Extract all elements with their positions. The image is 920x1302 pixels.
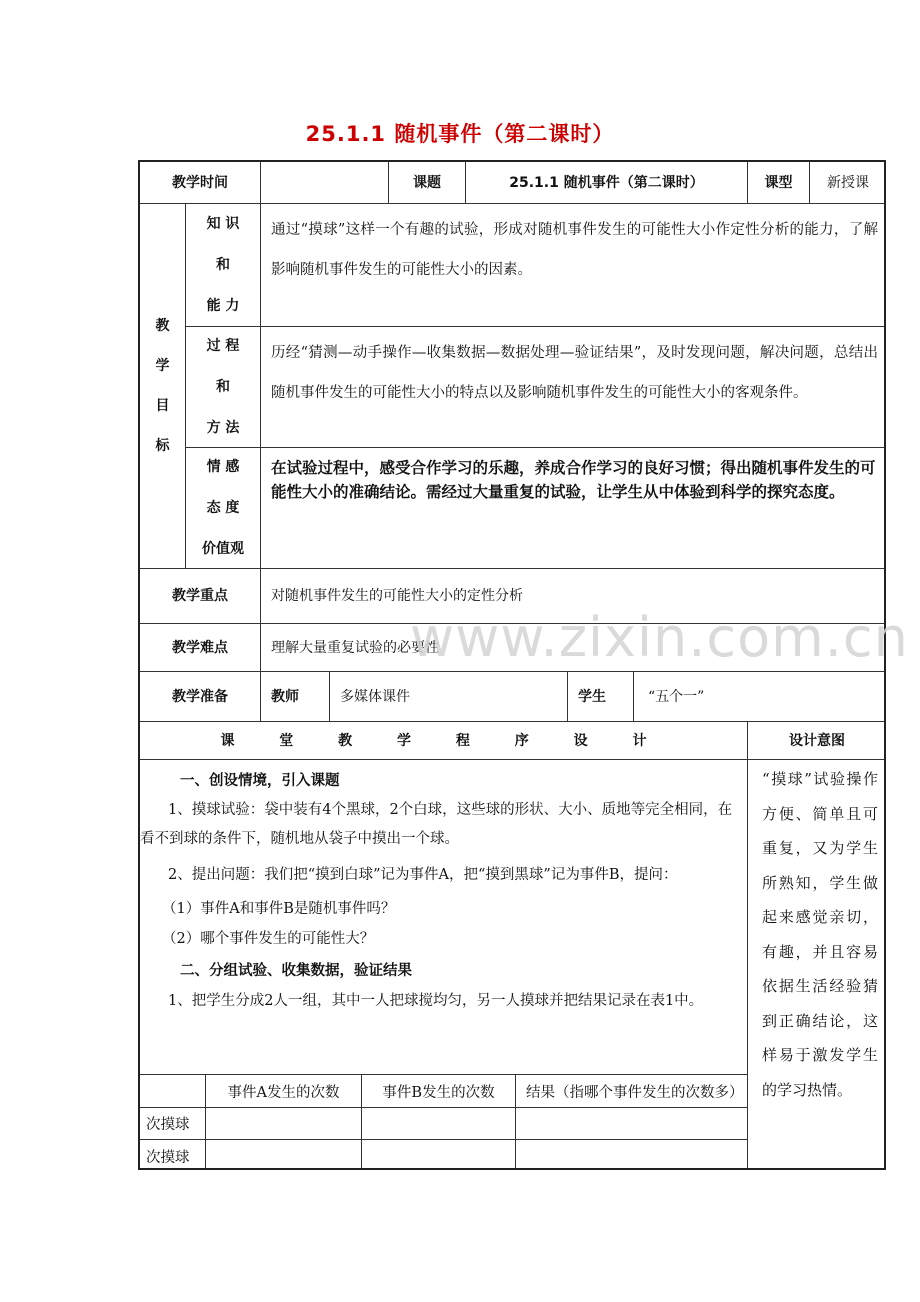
question-item: （1）事件A和事件B是随机事件吗？ <box>162 901 396 917</box>
record-cell <box>206 1108 362 1140</box>
section-heading: 二、分组试验、收集数据，验证结果 <box>180 963 412 979</box>
goals-label <box>140 204 186 569</box>
teacher-label: 教师 <box>261 672 330 722</box>
record-header-cell: 事件A发生的次数 <box>206 1074 362 1108</box>
time-value <box>261 162 389 204</box>
goals-label-char: 标 <box>155 438 170 454</box>
record-header-cell: 结果（指哪个事件发生的次数多） <box>516 1074 748 1108</box>
goal-label-attitude <box>186 448 261 569</box>
section-heading: 一、创设情境，引入课题 <box>180 773 340 789</box>
topic-value: 25.1.1 随机事件（第二课时） <box>466 162 748 204</box>
intent-body <box>748 760 886 1170</box>
difficulty-text: 理解大量重复试验的必要性 <box>261 624 886 672</box>
record-header-cell: 事件B发生的次数 <box>362 1074 516 1108</box>
goal-label-knowledge <box>186 204 261 327</box>
page-title: 25.1.1 随机事件（第二课时） <box>305 122 615 146</box>
record-cell <box>362 1108 516 1140</box>
goal-label-line: 能 力 <box>206 297 240 314</box>
record-cell <box>516 1108 748 1140</box>
teacher-value: 多媒体课件 <box>330 672 568 722</box>
record-cell <box>206 1140 362 1170</box>
goal-label-line: 和 <box>216 256 230 273</box>
procedure-paragraph: 2、提出问题：我们把“摸到白球”记为事件A，把“摸到黑球”记为事件B，提问： <box>168 867 678 883</box>
goals-label-char: 学 <box>155 358 170 374</box>
key-point-text: 对随机事件发生的可能性大小的定性分析 <box>261 569 886 624</box>
student-label: 学生 <box>568 672 634 722</box>
record-row-label: 次摸球 <box>140 1108 206 1140</box>
time-label: 教学时间 <box>140 162 261 204</box>
goal-label-line: 方 法 <box>206 419 240 436</box>
record-header-cell <box>140 1074 206 1108</box>
goals-label-char: 教 <box>155 318 170 334</box>
question-item: （2）哪个事件发生的可能性大？ <box>162 931 375 947</box>
goal-label-line: 知 识 <box>206 215 240 232</box>
intent-heading: 设计意图 <box>748 722 886 760</box>
key-point-label: 教学重点 <box>140 569 261 624</box>
intent-text: “摸球”试验操作方便、简单且可重复，又为学生所熟知，学生做起来感觉亲切，有趣，并且容易依据生活经验猜到正确结论，这样易于激发学生的学习热情。 <box>762 770 878 1099</box>
type-label: 课型 <box>748 162 810 204</box>
goals-label-char: 目 <box>155 398 170 414</box>
procedure-paragraph: 1、摸球试验：袋中装有4个黑球，2个白球，这些球的形状、大小、质地等完全相同，在看不到球的条件下，随机地从袋子中摸出一个球。 <box>140 802 733 847</box>
topic-label: 课题 <box>389 162 466 204</box>
goal-label-line: 和 <box>216 378 230 395</box>
student-value: “五个一” <box>634 672 886 722</box>
goal-label-line: 情 感 <box>206 458 240 475</box>
record-cell <box>362 1140 516 1170</box>
goal-label-line: 过 程 <box>206 337 240 354</box>
procedure-heading: 课 堂 教 学 程 序 设 计 <box>140 722 748 760</box>
goal-text-attitude: 在试验过程中，感受合作学习的乐趣，养成合作学习的良好习惯；得出随机事件发生的可能性大小的准确结论。需经过大量重复的试验，让学生从中体验到科学的探究态度。 <box>261 448 886 569</box>
watermark: www.zixin.com.cn <box>410 606 909 669</box>
goal-text-knowledge: 通过“摸球”这样一个有趣的试验，形成对随机事件发生的可能性大小作定性分析的能力，了解影响随机事件发生的可能性大小的因素。 <box>261 204 886 327</box>
record-row-label: 次摸球 <box>140 1140 206 1170</box>
goal-label-line: 价值观 <box>202 540 244 557</box>
goal-text-process: 历经“猜测—动手操作—收集数据—数据处理—验证结果”，及时发现问题，解决问题，总结出随机事件发生的可能性大小的特点以及影响随机事件发生的可能性大小的客观条件。 <box>261 327 886 448</box>
goal-label-process <box>186 327 261 448</box>
difficulty-label: 教学难点 <box>140 624 261 672</box>
type-value: 新授课 <box>810 162 886 204</box>
record-cell <box>516 1140 748 1170</box>
procedure-paragraph: 1、把学生分成2人一组，其中一人把球搅均匀，另一人摸球并把结果记录在表1中。 <box>168 993 704 1009</box>
goal-label-line: 态 度 <box>206 499 240 516</box>
prep-label: 教学准备 <box>140 672 261 722</box>
